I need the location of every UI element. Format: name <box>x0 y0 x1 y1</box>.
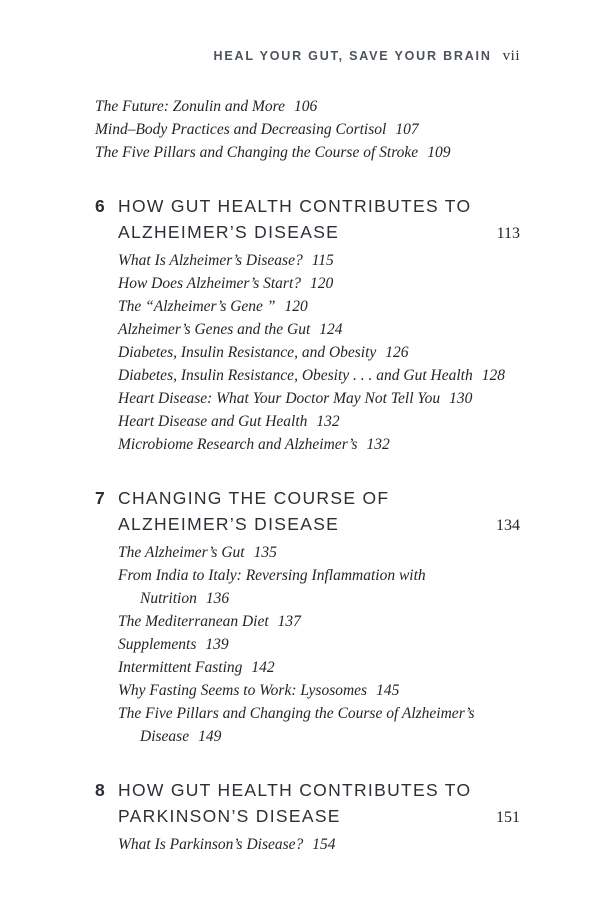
toc-entry <box>118 433 520 456</box>
chapter-heading-row <box>95 193 520 219</box>
toc-entry <box>118 341 520 364</box>
chapter-group <box>95 193 520 856</box>
running-header-title: HEAL YOUR GUT, SAVE YOUR BRAIN <box>213 49 492 63</box>
toc-entry-line <box>118 318 520 341</box>
entry-text: Alzheimer’s Genes and the Gut <box>118 321 311 338</box>
entry-text: The Five Pillars and Changing the Course of Alzheimer’s <box>118 705 475 722</box>
toc-entry <box>95 141 520 164</box>
chapter-title-line: CHANGING THE COURSE OF <box>118 488 390 508</box>
entry-text: Disease <box>140 728 190 745</box>
toc-entry <box>118 679 520 702</box>
chapter-page-number: 113 <box>496 225 520 242</box>
entry-page-number: 136 <box>205 590 230 607</box>
toc-entry <box>118 633 520 656</box>
chapter-heading-row <box>95 485 520 511</box>
toc-entry-line <box>118 272 520 295</box>
entry-page-number: 126 <box>385 344 409 361</box>
toc-entry-line <box>118 587 520 610</box>
toc-entry-line <box>118 387 520 410</box>
chapter-number: 8 <box>95 780 105 800</box>
chapter-title-line: HOW GUT HEALTH CONTRIBUTES TO <box>118 780 472 800</box>
chapter-title-line: PARKINSON’S DISEASE <box>118 806 341 826</box>
entry-text: The Future: Zonulin and More <box>95 98 286 115</box>
chapter-title-line: HOW GUT HEALTH CONTRIBUTES TO <box>118 196 472 216</box>
entry-text: The Alzheimer’s Gut <box>118 544 245 561</box>
entry-page-number: 130 <box>449 390 473 407</box>
entry-text: How Does Alzheimer’s Start? <box>118 275 301 292</box>
entry-page-number: 135 <box>253 544 277 561</box>
toc-entry <box>118 272 520 295</box>
toc-entry-line <box>95 95 520 118</box>
toc-entry-line <box>118 541 520 564</box>
toc-entry-line <box>118 295 520 318</box>
entry-page-number: 109 <box>427 144 451 161</box>
entry-page-number: 115 <box>311 252 334 269</box>
toc-entry <box>118 387 520 410</box>
chapter-subentries <box>95 541 520 748</box>
toc-chapter <box>95 777 520 856</box>
toc-entry <box>118 295 520 318</box>
chapter-heading-row <box>95 219 520 247</box>
toc-entry <box>118 833 520 856</box>
entry-text: Supplements <box>118 636 197 653</box>
running-header <box>95 48 520 65</box>
entry-text: Heart Disease and Gut Health <box>118 413 308 430</box>
entry-text: Diabetes, Insulin Resistance, Obesity . . . and Gut Health <box>118 367 473 384</box>
chapter-page-number: 134 <box>496 517 520 534</box>
toc-entry-line <box>118 633 520 656</box>
chapter-page-number: 151 <box>496 809 520 826</box>
chapter-number: 7 <box>95 488 105 508</box>
chapter-subentries <box>95 249 520 456</box>
entry-text: The Mediterranean Diet <box>118 613 269 630</box>
toc-entry <box>118 318 520 341</box>
toc-entry <box>118 249 520 272</box>
toc-entry-line <box>95 118 520 141</box>
toc-entry-line <box>118 249 520 272</box>
entry-page-number: 132 <box>316 413 340 430</box>
toc-entry <box>118 610 520 633</box>
chapter-heading-row <box>95 511 520 539</box>
toc-entry-line <box>95 141 520 164</box>
toc-entry <box>95 118 520 141</box>
entry-page-number: 120 <box>310 275 334 292</box>
table-of-contents <box>95 95 520 856</box>
intro-subentry-group <box>95 95 520 164</box>
toc-entry-line <box>118 702 520 725</box>
toc-entry <box>118 410 520 433</box>
entry-text: What Is Parkinson’s Disease? <box>118 836 304 853</box>
toc-entry-line <box>118 833 520 856</box>
toc-entry-line <box>118 656 520 679</box>
toc-chapter <box>95 193 520 456</box>
toc-entry <box>95 95 520 118</box>
entry-page-number: 107 <box>395 121 419 138</box>
toc-entry-line <box>118 341 520 364</box>
chapter-heading-row <box>95 777 520 803</box>
entry-text: Microbiome Research and Alzheimer’s <box>118 436 358 453</box>
entry-page-number: 154 <box>312 836 336 853</box>
toc-entry-line <box>118 725 520 748</box>
toc-entry-line <box>118 433 520 456</box>
entry-text: Mind–Body Practices and Decreasing Cortisol <box>95 121 387 138</box>
chapter-heading-row <box>95 803 520 831</box>
toc-entry-line <box>118 610 520 633</box>
entry-text: Nutrition <box>140 590 197 607</box>
chapter-subentries <box>95 833 520 856</box>
entry-page-number: 106 <box>294 98 318 115</box>
entry-page-number: 124 <box>319 321 343 338</box>
entry-page-number: 139 <box>205 636 229 653</box>
entry-page-number: 142 <box>251 659 275 676</box>
entry-text: Heart Disease: What Your Doctor May Not Tell You <box>118 390 441 407</box>
page-folio: vii <box>502 48 520 64</box>
chapter-number: 6 <box>95 196 105 216</box>
entry-text: What Is Alzheimer’s Disease? <box>118 252 303 269</box>
entry-text: Intermittent Fasting <box>118 659 243 676</box>
toc-entry-line <box>118 410 520 433</box>
toc-entry-line <box>118 679 520 702</box>
entry-page-number: 128 <box>481 367 505 384</box>
entry-text: The Five Pillars and Changing the Course of Stroke <box>95 144 419 161</box>
entry-page-number: 145 <box>376 682 400 699</box>
chapter-title-line: ALZHEIMER’S DISEASE <box>118 514 340 534</box>
chapter-title-line: ALZHEIMER’S DISEASE <box>118 222 340 242</box>
toc-entry-line <box>118 364 520 387</box>
entry-text: The “Alzheimer’s Gene ” <box>118 298 276 315</box>
entry-page-number: 137 <box>277 613 301 630</box>
toc-entry <box>118 364 520 387</box>
entry-page-number: 132 <box>366 436 390 453</box>
entry-text: Diabetes, Insulin Resistance, and Obesity <box>118 344 377 361</box>
toc-entry <box>118 702 520 748</box>
entry-text: From India to Italy: Reversing Inflammation with <box>118 567 426 584</box>
toc-chapter <box>95 485 520 748</box>
toc-entry-line <box>118 564 520 587</box>
toc-entry <box>118 541 520 564</box>
toc-entry <box>118 564 520 610</box>
entry-text: Why Fasting Seems to Work: Lysosomes <box>118 682 368 699</box>
entry-page-number: 120 <box>284 298 308 315</box>
toc-entry <box>118 656 520 679</box>
entry-page-number: 149 <box>198 728 222 745</box>
